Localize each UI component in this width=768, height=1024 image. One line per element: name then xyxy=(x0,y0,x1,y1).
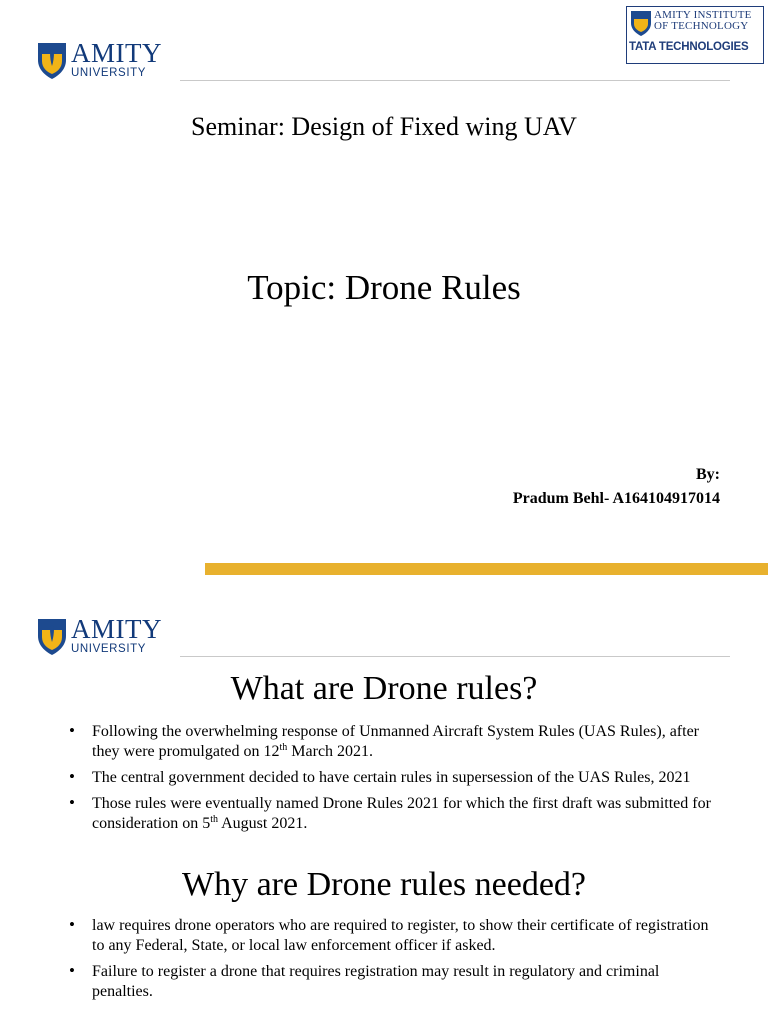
amity-wordmark: AMITY xyxy=(71,38,162,69)
institute-name xyxy=(654,10,752,32)
amity-logo xyxy=(36,616,162,656)
tata-logo-box xyxy=(626,6,764,64)
list-item xyxy=(66,794,716,834)
list-item xyxy=(66,722,716,762)
list-item xyxy=(66,768,716,788)
topic-title: Topic: Drone Rules xyxy=(247,268,521,307)
institute-line2: OF TECHNOLOGY xyxy=(654,20,749,32)
superscript: th xyxy=(210,814,218,825)
superscript: th xyxy=(279,742,288,753)
author-name: Pradum Behl- A164104917014 xyxy=(512,490,720,507)
amity-logo xyxy=(36,40,162,80)
amity-shield-icon xyxy=(36,40,68,80)
list-item: • Failure to register a drone that requires registration may result in regulatory and criminal penalties. xyxy=(66,962,716,1002)
bullet-text: The central government decided to have certain rules in supersession of the UAS Rules, 2021 xyxy=(92,769,691,786)
by-label: By: xyxy=(696,466,720,483)
header-divider xyxy=(180,80,730,81)
gold-accent-bar xyxy=(205,563,768,575)
section-heading-what: What are Drone rules? xyxy=(230,670,538,707)
bullet-text-end: August 2021. xyxy=(217,815,308,832)
amity-shield-icon xyxy=(36,616,68,656)
amity-shield-icon xyxy=(630,9,652,37)
amity-wordmark: AMITY xyxy=(71,614,162,645)
why-bullet-list xyxy=(66,916,716,1008)
seminar-title: Seminar: Design of Fixed wing UAV xyxy=(191,112,577,141)
header-divider xyxy=(180,656,730,657)
content-slide xyxy=(0,586,768,1024)
tata-technologies-wordmark: TATA TECHNOLOGIES xyxy=(629,41,749,53)
section-heading-why: Why are Drone rules needed? xyxy=(181,866,586,903)
university-wordmark: UNIVERSITY xyxy=(71,67,147,80)
bullet-text-end: March 2021. xyxy=(287,743,374,760)
list-item: • law requires drone operators who are required to register, to show their certificate of registration to any Federal, State, or local law enforcement officer if asked. xyxy=(66,916,716,956)
bullet-text: Following the overwhelming response of Unmanned Aircraft System Rules (UAS Rules), after they were promulgated on 12 xyxy=(92,723,699,760)
bullet-text: Those rules were eventually named Drone Rules 2021 for which the first draft was submitted for consideration on 5 xyxy=(92,795,711,832)
institute-line1: AMITY INSTITUTE xyxy=(654,9,752,21)
what-bullet-list xyxy=(66,722,716,840)
university-wordmark: UNIVERSITY xyxy=(71,643,147,656)
